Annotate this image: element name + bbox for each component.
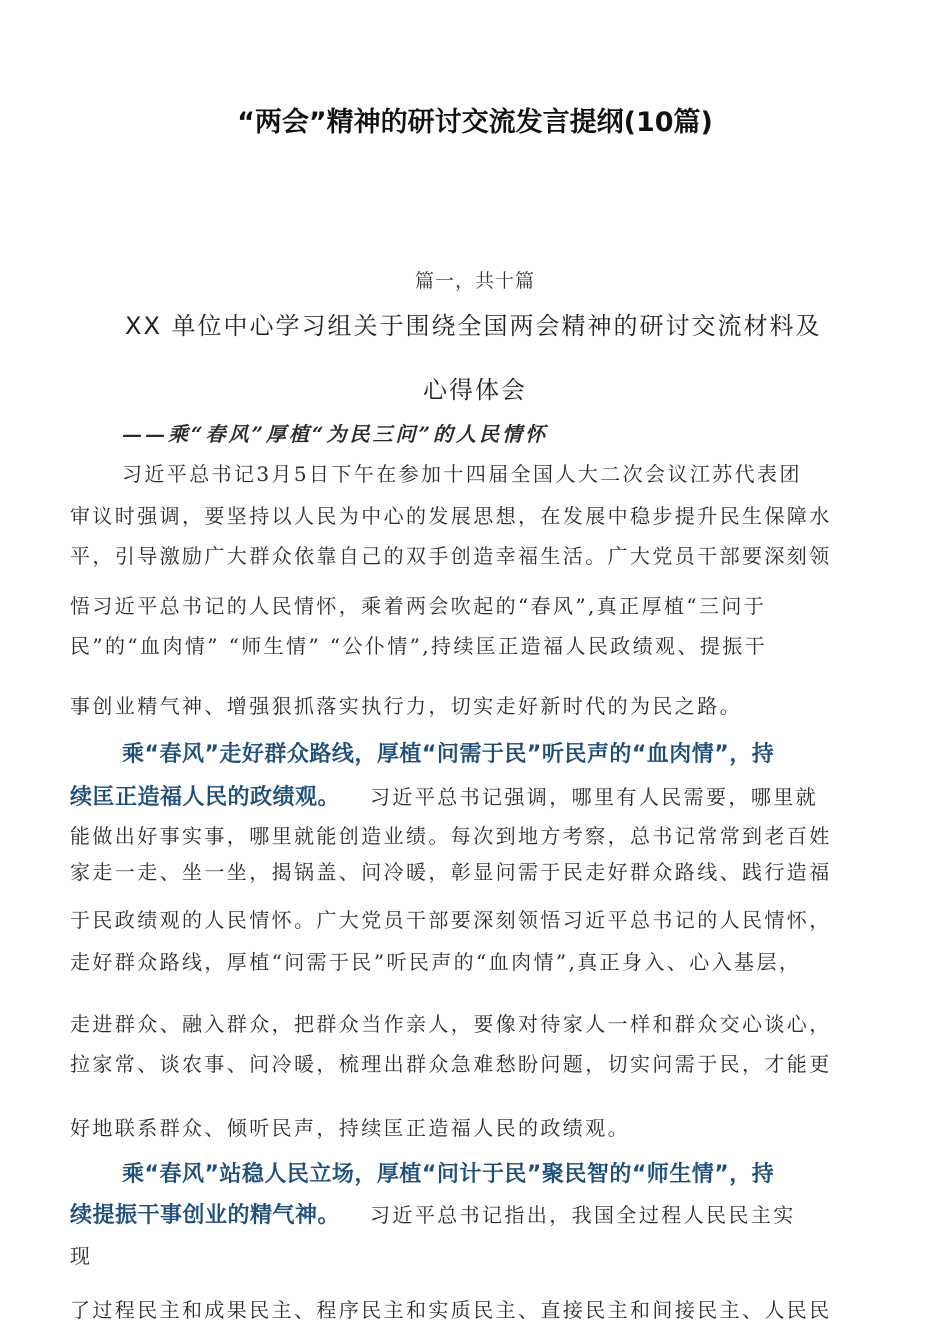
intro-line: 习近平总书记3月5日下午在参加十四届全国人大二次会议江苏代表团: [122, 462, 802, 486]
section-1-heading-line-1: 乘“春风”走好群众路线，厚植“问需于民”听民声的“血肉情”，持: [122, 742, 775, 767]
intro-line: 审议时强调，要坚持以人民为中心的发展思想，在发展中稳步提升民生保障水: [70, 504, 832, 528]
section-2-line: 现: [70, 1244, 93, 1268]
section-2-line-2: [70, 1198, 796, 1229]
section-1-line: 好地联系群众、倾听民声，持续匡正造福人民的政绩观。: [70, 1116, 630, 1140]
section-1-line: 于民政绩观的人民情怀。广大党员干部要深刻领悟习近平总书记的人民情怀，: [70, 908, 832, 932]
section-2-heading-line-2: 续提振干事创业的精气神。: [70, 1203, 341, 1228]
article-heading-line-1: XX 单位中心学习组关于围绕全国两会精神的研讨交流材料及: [125, 312, 822, 340]
article-heading-line-2: 心得体会: [423, 376, 527, 404]
article-subtitle: ——乘“春风”厚植“为民三问”的人民情怀: [122, 422, 549, 446]
section-1-line: 能做出好事实事，哪里就能创造业绩。每次到地方考察，总书记常常到老百姓: [70, 824, 832, 848]
section-1-line: 家走一走、坐一坐，揭锅盖、问冷暖，彰显问需于民走好群众路线、践行造福: [70, 860, 832, 884]
section-1-line: 走进群众、融入群众，把群众当作亲人，要像对待家人一样和群众交心谈心，: [70, 1012, 832, 1036]
document-title: “两会”精神的研讨交流发言提纲(10篇): [237, 107, 713, 138]
section-1-line-2: [70, 780, 818, 811]
section-2-lead-text: 习近平总书记指出，我国全过程人民民主实: [370, 1203, 796, 1227]
section-2-heading-line-1: 乘“春风”站稳人民立场，厚植“问计于民”聚民智的“师生情”，持: [122, 1162, 775, 1187]
intro-line: 悟习近平总书记的人民情怀，乘着两会吹起的“春风”,真正厚植“三问于: [70, 594, 767, 618]
section-2-line: 了过程民主和成果民主、程序民主和实质民主、直接民主和间接民主、人民民: [70, 1298, 832, 1322]
intro-line: 平，引导激励广大群众依靠自己的双手创造幸福生活。广大党员干部要深刻领: [70, 544, 832, 568]
intro-line: 事创业精气神、增强狠抓落实执行力，切实走好新时代的为民之路。: [70, 694, 742, 718]
section-1-line: 拉家常、谈农事、问冷暖，梳理出群众急难愁盼问题，切实问需于民，才能更: [70, 1052, 832, 1076]
section-1-lead-text: 习近平总书记强调，哪里有人民需要，哪里就: [370, 785, 819, 809]
intro-line: 民”的“血肉情” “师生情” “公仆情”,持续匡正造福人民政绩观、提振干: [70, 634, 768, 658]
section-1-heading-line-2: 续匡正造福人民的政绩观。: [70, 785, 341, 810]
part-number: 篇一，共十篇: [414, 270, 535, 292]
section-1-line: 走好群众路线，厚植“问需于民”听民声的“血肉情”,真正身入、心入基层，: [70, 950, 802, 974]
